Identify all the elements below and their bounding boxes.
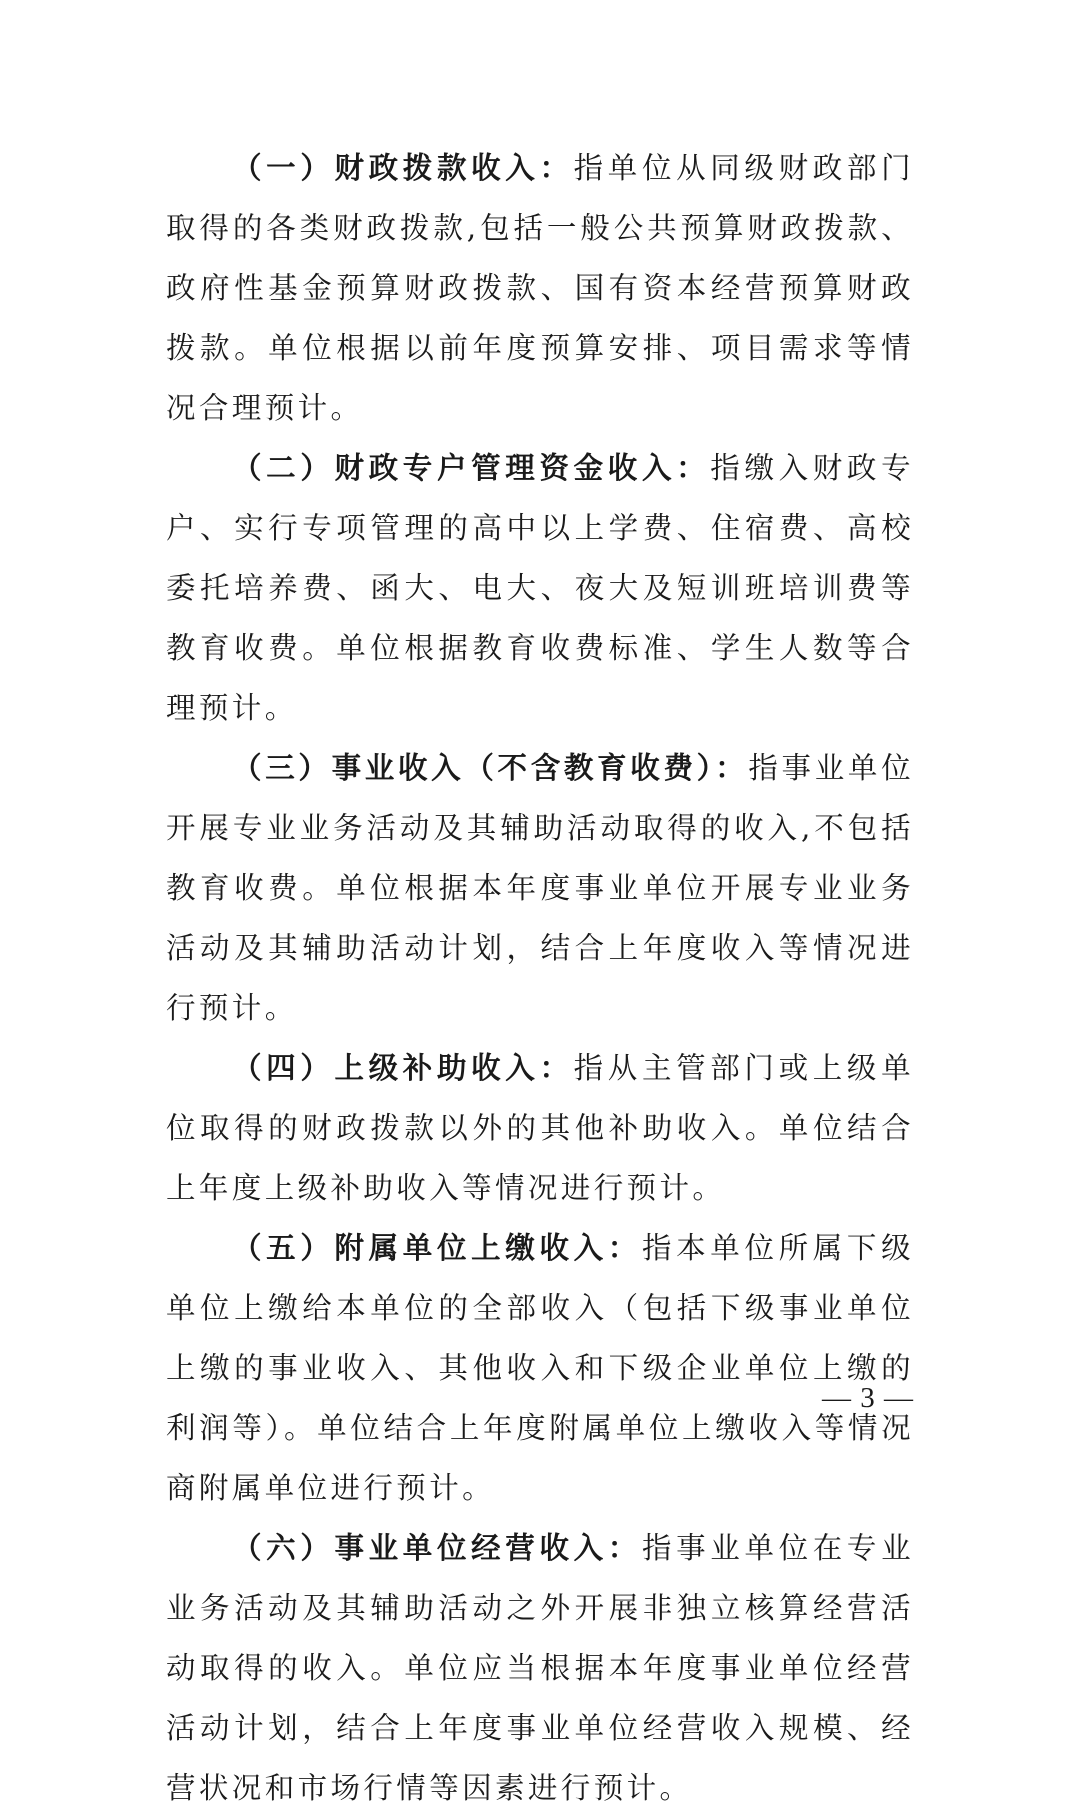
paragraph-heading: （五）附属单位上缴收入：: [232, 1231, 642, 1265]
paragraph-superior-subsidy-income: [166, 1038, 914, 1218]
paragraph-undertaking-income: [166, 738, 914, 1038]
paragraph-heading: （三）事业收入（不含教育收费）：: [232, 751, 749, 785]
paragraph-heading: （四）上级补助收入：: [232, 1051, 574, 1085]
paragraph-heading: （一）财政拨款收入：: [232, 151, 574, 185]
paragraph-operating-income: [166, 1518, 914, 1818]
paragraph-text: 指缴入财政专户、实行专项管理的高中以上学费、住宿费、高校委托培养费、函大、电大、夜大及短训班培训费等教育收费。单位根据教育收费标准、学生人数等合理预计。: [166, 451, 914, 725]
paragraph-text: 指单位从同级财政部门取得的各类财政拨款,包括一般公共预算财政拨款、政府性基金预算财政拨款、国有资本经营预算财政拨款。单位根据以前年度预算安排、项目需求等情况合理预计。: [166, 151, 914, 425]
paragraph-fiscal-special-account-income: [166, 438, 914, 738]
paragraph-heading: （二）财政专户管理资金收入：: [232, 451, 711, 485]
page-number: — 3 —: [822, 1382, 914, 1414]
paragraph-text: 指本单位所属下级单位上缴给本单位的全部收入（包括下级事业单位上缴的事业收入、其他收入和下级企业单位上缴的利润等）。单位结合上年度附属单位上缴收入等情况商附属单位进行预计。: [166, 1231, 914, 1505]
paragraph-text: 指事业单位在专业业务活动及其辅助活动之外开展非独立核算经营活动取得的收入。单位应当根据本年度事业单位经营活动计划，结合上年度事业单位经营收入规模、经营状况和市场行情等因素进行预计。: [166, 1531, 914, 1805]
paragraph-text: 指事业单位开展专业业务活动及其辅助活动取得的收入,不包括教育收费。单位根据本年度事业单位开展专业业务活动及其辅助活动计划，结合上年度收入等情况进行预计。: [166, 751, 914, 1025]
document-body: [166, 138, 914, 1818]
paragraph-affiliated-unit-remittance-income: [166, 1218, 914, 1518]
paragraph-fiscal-appropriation-income: [166, 138, 914, 438]
paragraph-heading: （六）事业单位经营收入：: [232, 1531, 642, 1565]
paragraph-text: 指从主管部门或上级单位取得的财政拨款以外的其他补助收入。单位结合上年度上级补助收入等情况进行预计。: [166, 1051, 914, 1205]
